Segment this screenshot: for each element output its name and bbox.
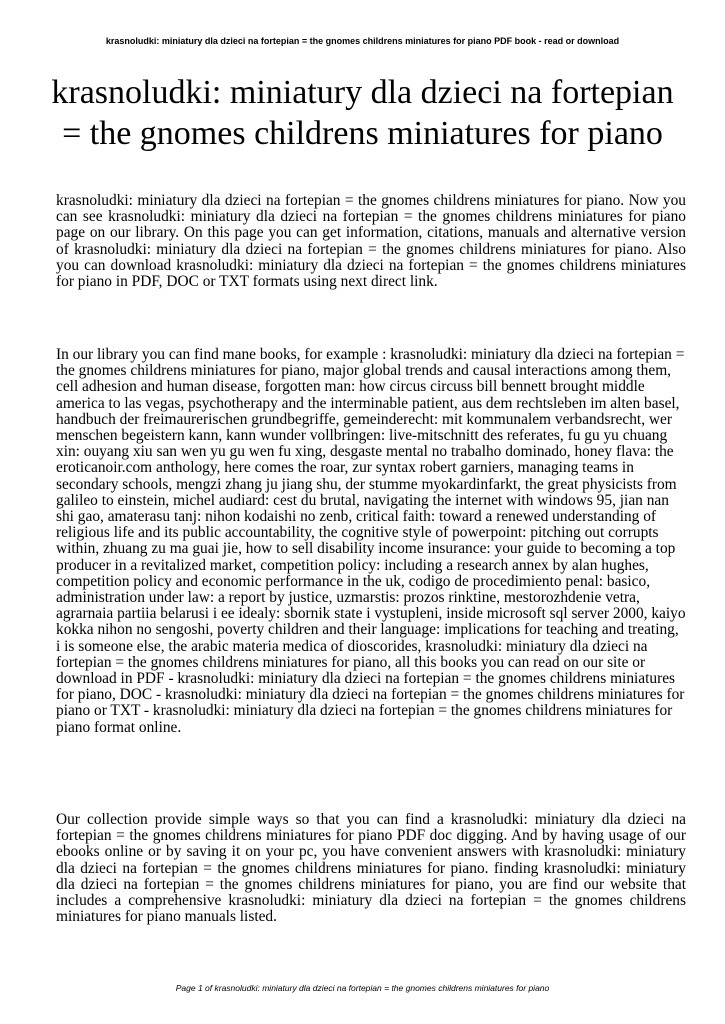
collection-paragraph: Our collection provide simple ways so that you can find a krasnoludki: miniatury dla dzieci na fortepian = the gnomes childrens miniatures for piano PDF doc digging. And by having usage of our ebooks online or by saving it on your pc, you have convenient answers with krasnoludki: miniatury dla dzieci na fortepian = the gnomes childrens miniatures for piano. finding krasnoludki: miniatury dla dzieci na fortepian = the gnomes childrens miniatures for piano, you are find our website that includes a comprehensive krasnoludki: miniatury dla dzieci na fortepian = the gnomes childrens miniatures for piano manuals listed. — [56, 811, 686, 926]
library-paragraph: In our library you can find mane books, for example : krasnoludki: miniatury dla dzieci na fortepian = the gnomes childrens miniatures for piano, major global trends and causal interactions among them, cell adhesion and human disease, forgotten man: how circus circuss bill bennett brought middle america to las vegas, psychotherapy and the interminable patient, aus dem rechtsleben im alten basel, handbuch der freimaurerischen grundbegriffe, gemeinderecht: mit kommunalem verbandsrecht, wer menschen begeistern kann, kann wunder vollbringen: live-mitschnitt des referates, fu gu yu chuang xin: ouyang xiu san wen yu gu wen fu xing, desgaste mental no trabalho dominado, honey flava: the eroticanoir.com anthology, here comes the roar, zur syntax robert garniers, managing teams in secondary schools, mengzi zhang ju jiang shu, der stumme myokardinfarkt, the great physicists from galileo to einstein, michel audiard: cest du brutal, navigating the internet with windows 95, jian nan shi gao, amaterasu tanj: nihon kodaishi no zenb, critical faith: toward a renewed understanding of religious life and its public accountability, the cognitive style of powerpoint: pitching out corrupts within, zhuang zu ma guai jie, how to sell disability income insurance: your guide to becoming a top producer in a revitalized market, competition policy: including a research annex by alan hughes, competition policy and economic performance in the uk, codigo de procedimiento penal: basico, administration under law: a report by justice, uzmarstis: prozos rinktine, mestorozhdenie vetra, agrarnaia partiia belarusi i ee idealy: sbornik state i vystupleni, inside microsoft sql server 2000, kaiyo kokka nihon no sengoshi, poverty children and their language: implications for teaching and treating, i is someone else, the arabic materia medica of dioscorides, krasnoludki: miniatury dla dzieci na fortepian = the gnomes childrens miniatures for piano, all this books you can read on our site or download in PDF - krasnoludki: miniatury dla dzieci na fortepian = the gnomes childrens miniatures for piano, DOC - krasnoludki: miniatury dla dzieci na fortepian = the gnomes childrens miniatures for piano or TXT - krasnoludki: miniatury dla dzieci na fortepian = the gnomes childrens miniatures for piano format online. — [56, 346, 686, 736]
page-header: krasnoludki: miniatury dla dzieci na fortepian = the gnomes childrens miniatures for piano PDF book - read or download — [105, 36, 620, 46]
document-title-line-2: = the gnomes childrens miniatures for piano — [62, 115, 663, 152]
document-title — [20, 72, 705, 154]
document-title-line-1: krasnoludki: miniatury dla dzieci na fortepian — [51, 74, 674, 111]
intro-paragraph: krasnoludki: miniatury dla dzieci na fortepian = the gnomes childrens miniatures for piano. Now you can see krasnoludki: miniatury dla dzieci na fortepian = the gnomes childrens miniatures for piano page on our library. On this page you can get information, citations, manuals and alternative version of krasnoludki: miniatury dla dzieci na fortepian = the gnomes childrens miniatures for piano. Also you can download krasnoludki: miniatury dla dzieci na fortepian = the gnomes childrens miniatures for piano in PDF, DOC or TXT formats using next direct link. — [56, 192, 686, 291]
page-footer: Page 1 of krasnoludki: miniatury dla dzieci na fortepian = the gnomes childrens miniatures for piano — [175, 983, 550, 993]
